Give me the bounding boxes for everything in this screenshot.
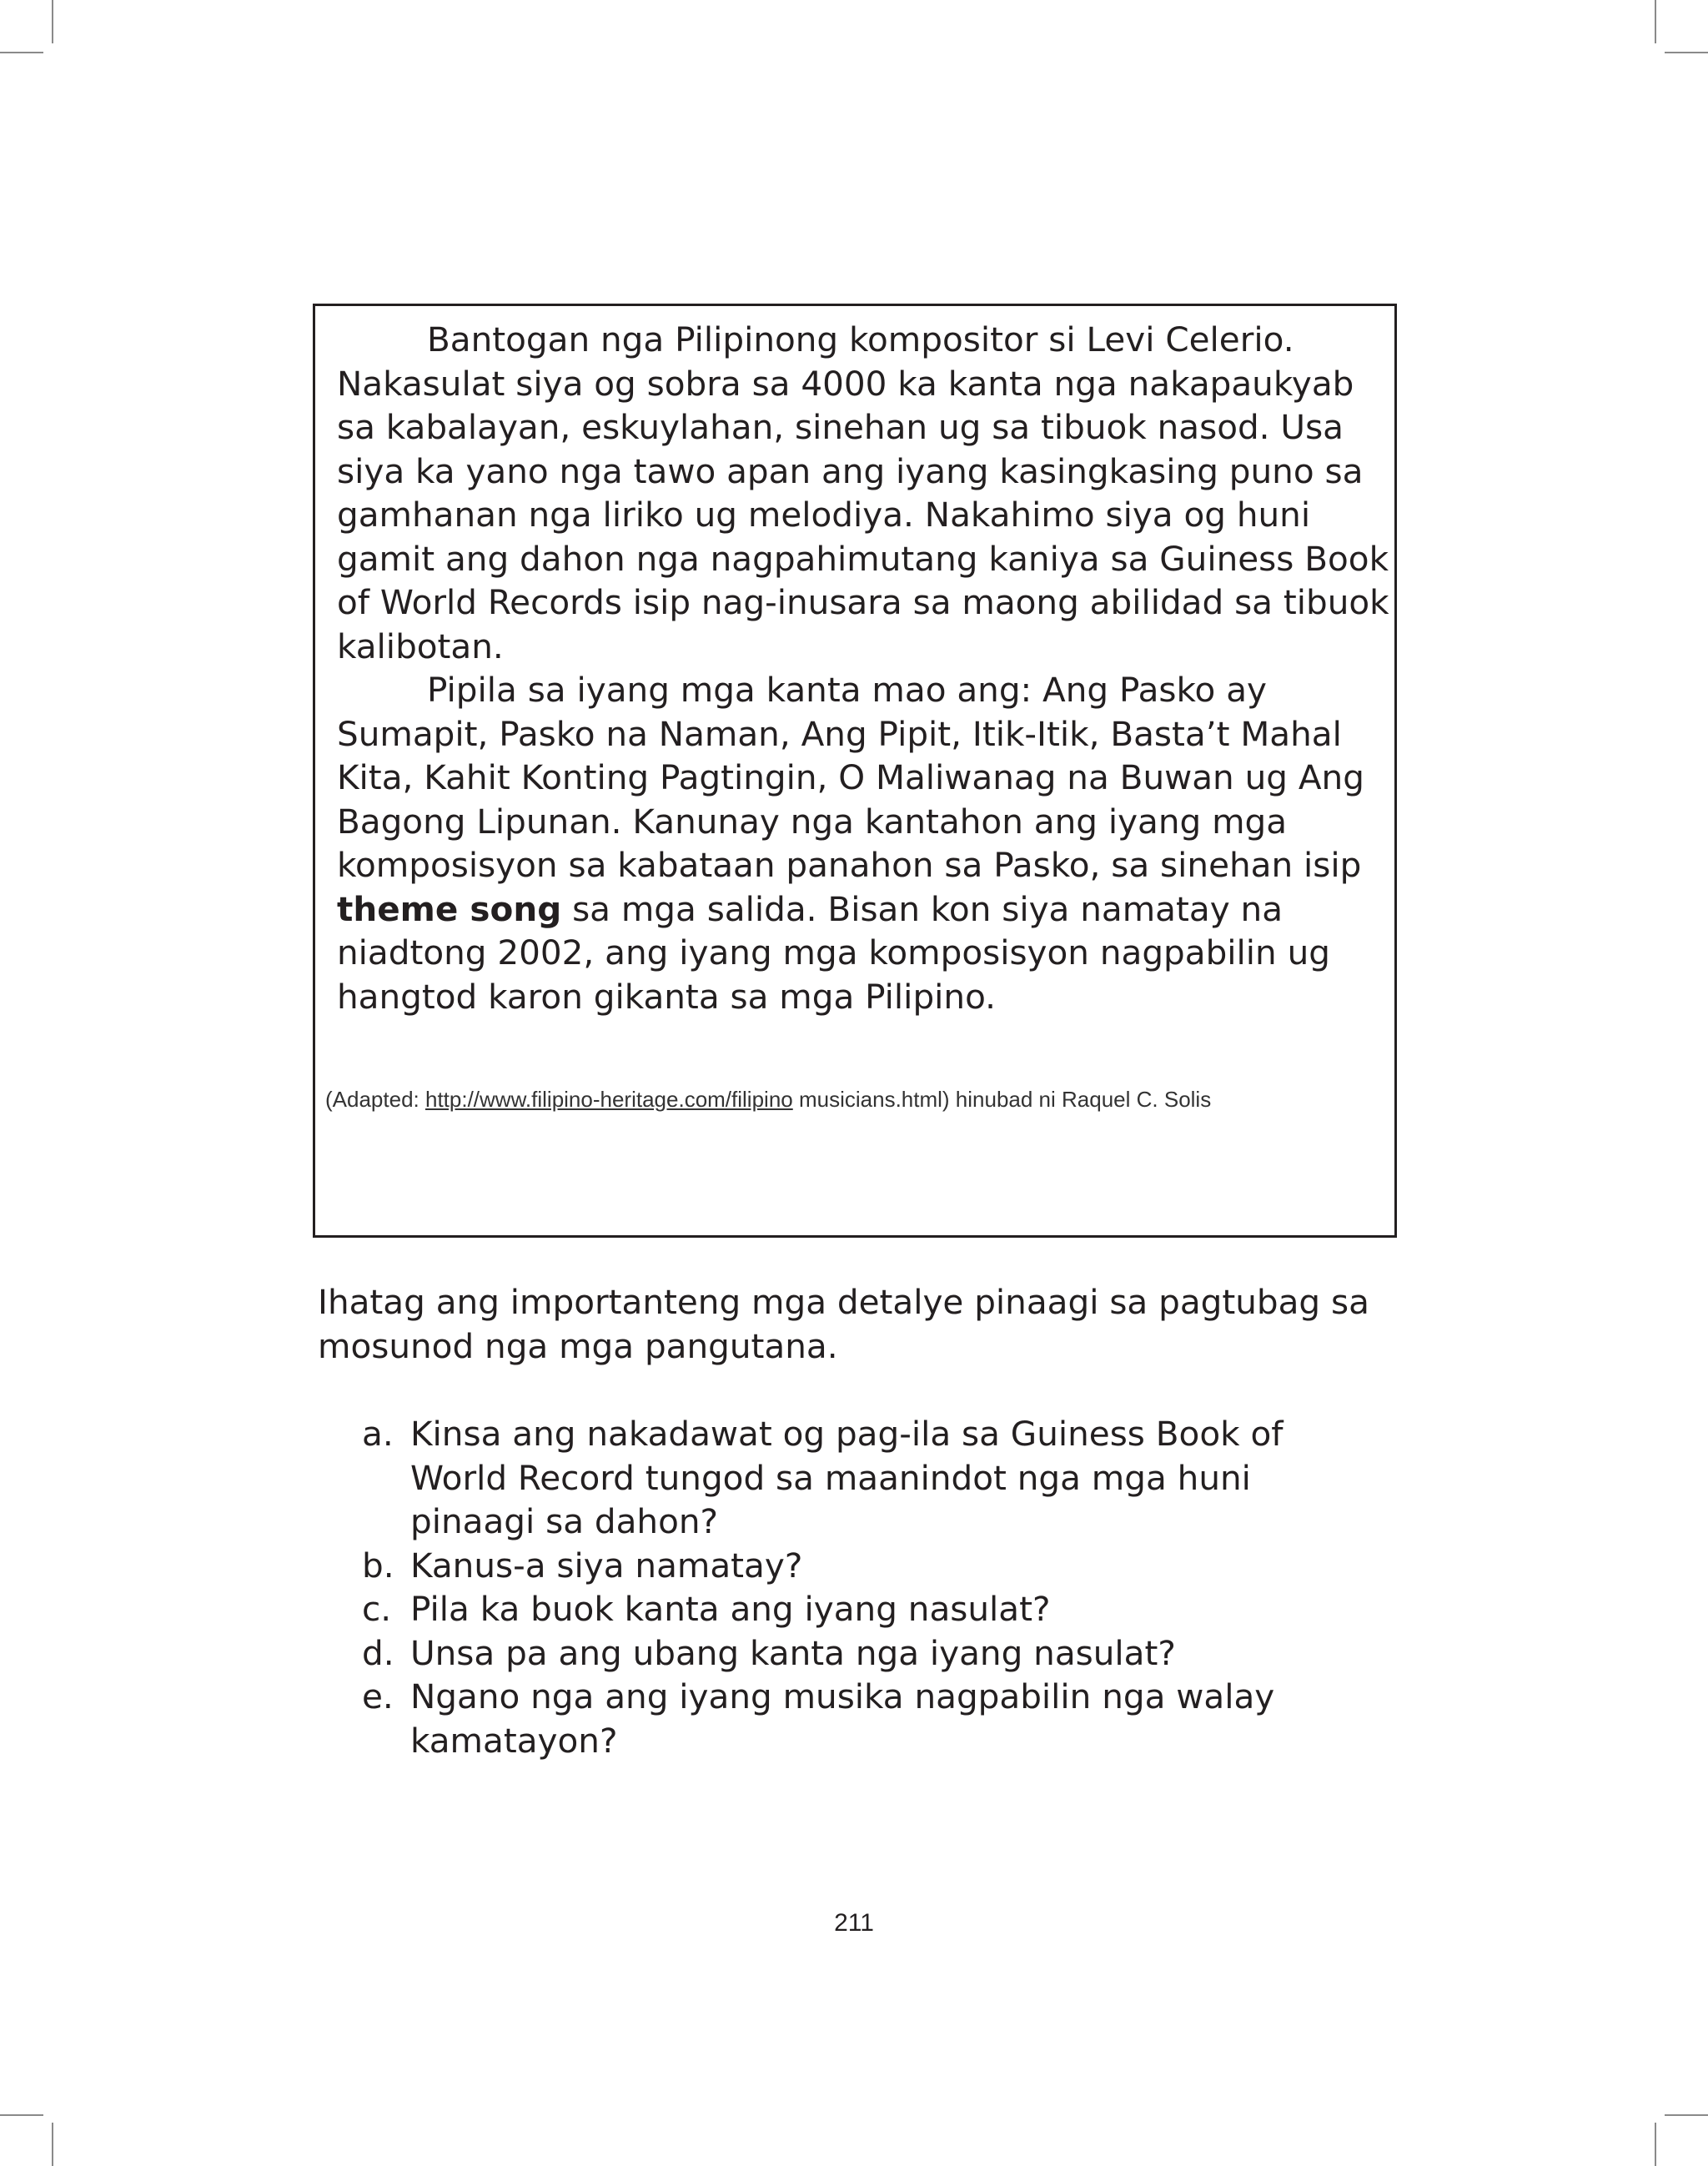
passage-paragraph-2 bbox=[337, 668, 1389, 1018]
question-text: Pila ka buok kanta ang iyang nasulat? bbox=[410, 1589, 1051, 1629]
question-marker: b. bbox=[362, 1545, 394, 1586]
source-link[interactable]: http://www.filipino-heritage.com/filipino bbox=[424, 1087, 793, 1112]
reading-passage bbox=[337, 318, 1389, 1018]
source-citation bbox=[325, 1085, 1393, 1113]
question-marker: d. bbox=[362, 1632, 394, 1673]
passage-paragraph-1: Bantogan nga Pilipinong kompositor si Levi Celerio. Nakasulat siya og sobra sa 4000 ka kanta nga nakapaukyab sa kabalayan, eskuylahan, sinehan ug sa tibuok nasod. Usa siya ka yano nga tawo apan ang iyang kasingkasing puno sa gamhanan nga liriko ug melodiya. Nakahimo siya og huni gamit ang dahon nga nagpahimutang kaniya sa Guiness Book of World Records isip nag-inusara sa maong abilidad sa tibuok kalibotan. bbox=[337, 319, 1389, 666]
question-marker: a. bbox=[362, 1414, 394, 1454]
question-item bbox=[362, 1675, 1363, 1762]
question-marker: c. bbox=[362, 1589, 392, 1629]
question-item bbox=[362, 1544, 1363, 1588]
crop-mark bbox=[0, 52, 43, 53]
crop-mark bbox=[1655, 0, 1656, 43]
question-item bbox=[362, 1587, 1363, 1631]
question-list bbox=[362, 1412, 1363, 1762]
crop-mark bbox=[52, 2123, 53, 2166]
source-suffix: musicians.html) hinubad ni Raquel C. Solis bbox=[792, 1087, 1212, 1112]
source-prefix: (Adapted: bbox=[325, 1087, 425, 1112]
question-text: Kinsa ang nakadawat og pag-ila sa Guiness Book of World Record tungod sa maanindot nga mga huni pinaagi sa dahon? bbox=[410, 1414, 1284, 1541]
question-item bbox=[362, 1631, 1363, 1676]
instruction-text: Ihatag ang importanteng mga detalye pinaagi sa pagtubag sa mosunod nga mga pangutana. bbox=[318, 1282, 1369, 1366]
question-marker: e. bbox=[362, 1676, 394, 1716]
page-number: 211 bbox=[834, 1909, 874, 1937]
passage-paragraph-2-text-end: sa mga salida. Bisan kon siya namatay na niadtong 2002, ang iyang mga komposisyon nagpabilin ug hangtod karon gikanta sa mga Pilipino. bbox=[337, 888, 1330, 1017]
question-text: Unsa pa ang ubang kanta nga iyang nasulat? bbox=[410, 1632, 1176, 1673]
crop-mark bbox=[1655, 2123, 1656, 2166]
question-text: Ngano nga ang iyang musika nagpabilin nga walay kamatayon? bbox=[410, 1676, 1275, 1761]
bold-term: theme song bbox=[337, 888, 562, 929]
crop-mark bbox=[0, 2114, 43, 2116]
question-text: Kanus-a siya namatay? bbox=[410, 1545, 803, 1586]
crop-mark bbox=[52, 0, 53, 43]
crop-mark bbox=[1665, 2114, 1708, 2116]
question-item bbox=[362, 1412, 1363, 1544]
passage-paragraph-2-text: Pipila sa iyang mga kanta mao ang: Ang Pasko ay Sumapit, Pasko na Naman, Ang Pipit, Itik-Itik, Basta’t Mahal Kita, Kahit Konting Pagtingin, O Maliwanag na Buwan ug Ang Bagong Lipunan. Kanunay nga kantahon ang iyang mga komposisyon sa kabataan panahon sa Pasko, sa sinehan isip bbox=[337, 670, 1364, 885]
reading-passage-box bbox=[313, 304, 1397, 1238]
crop-mark bbox=[1665, 52, 1708, 53]
